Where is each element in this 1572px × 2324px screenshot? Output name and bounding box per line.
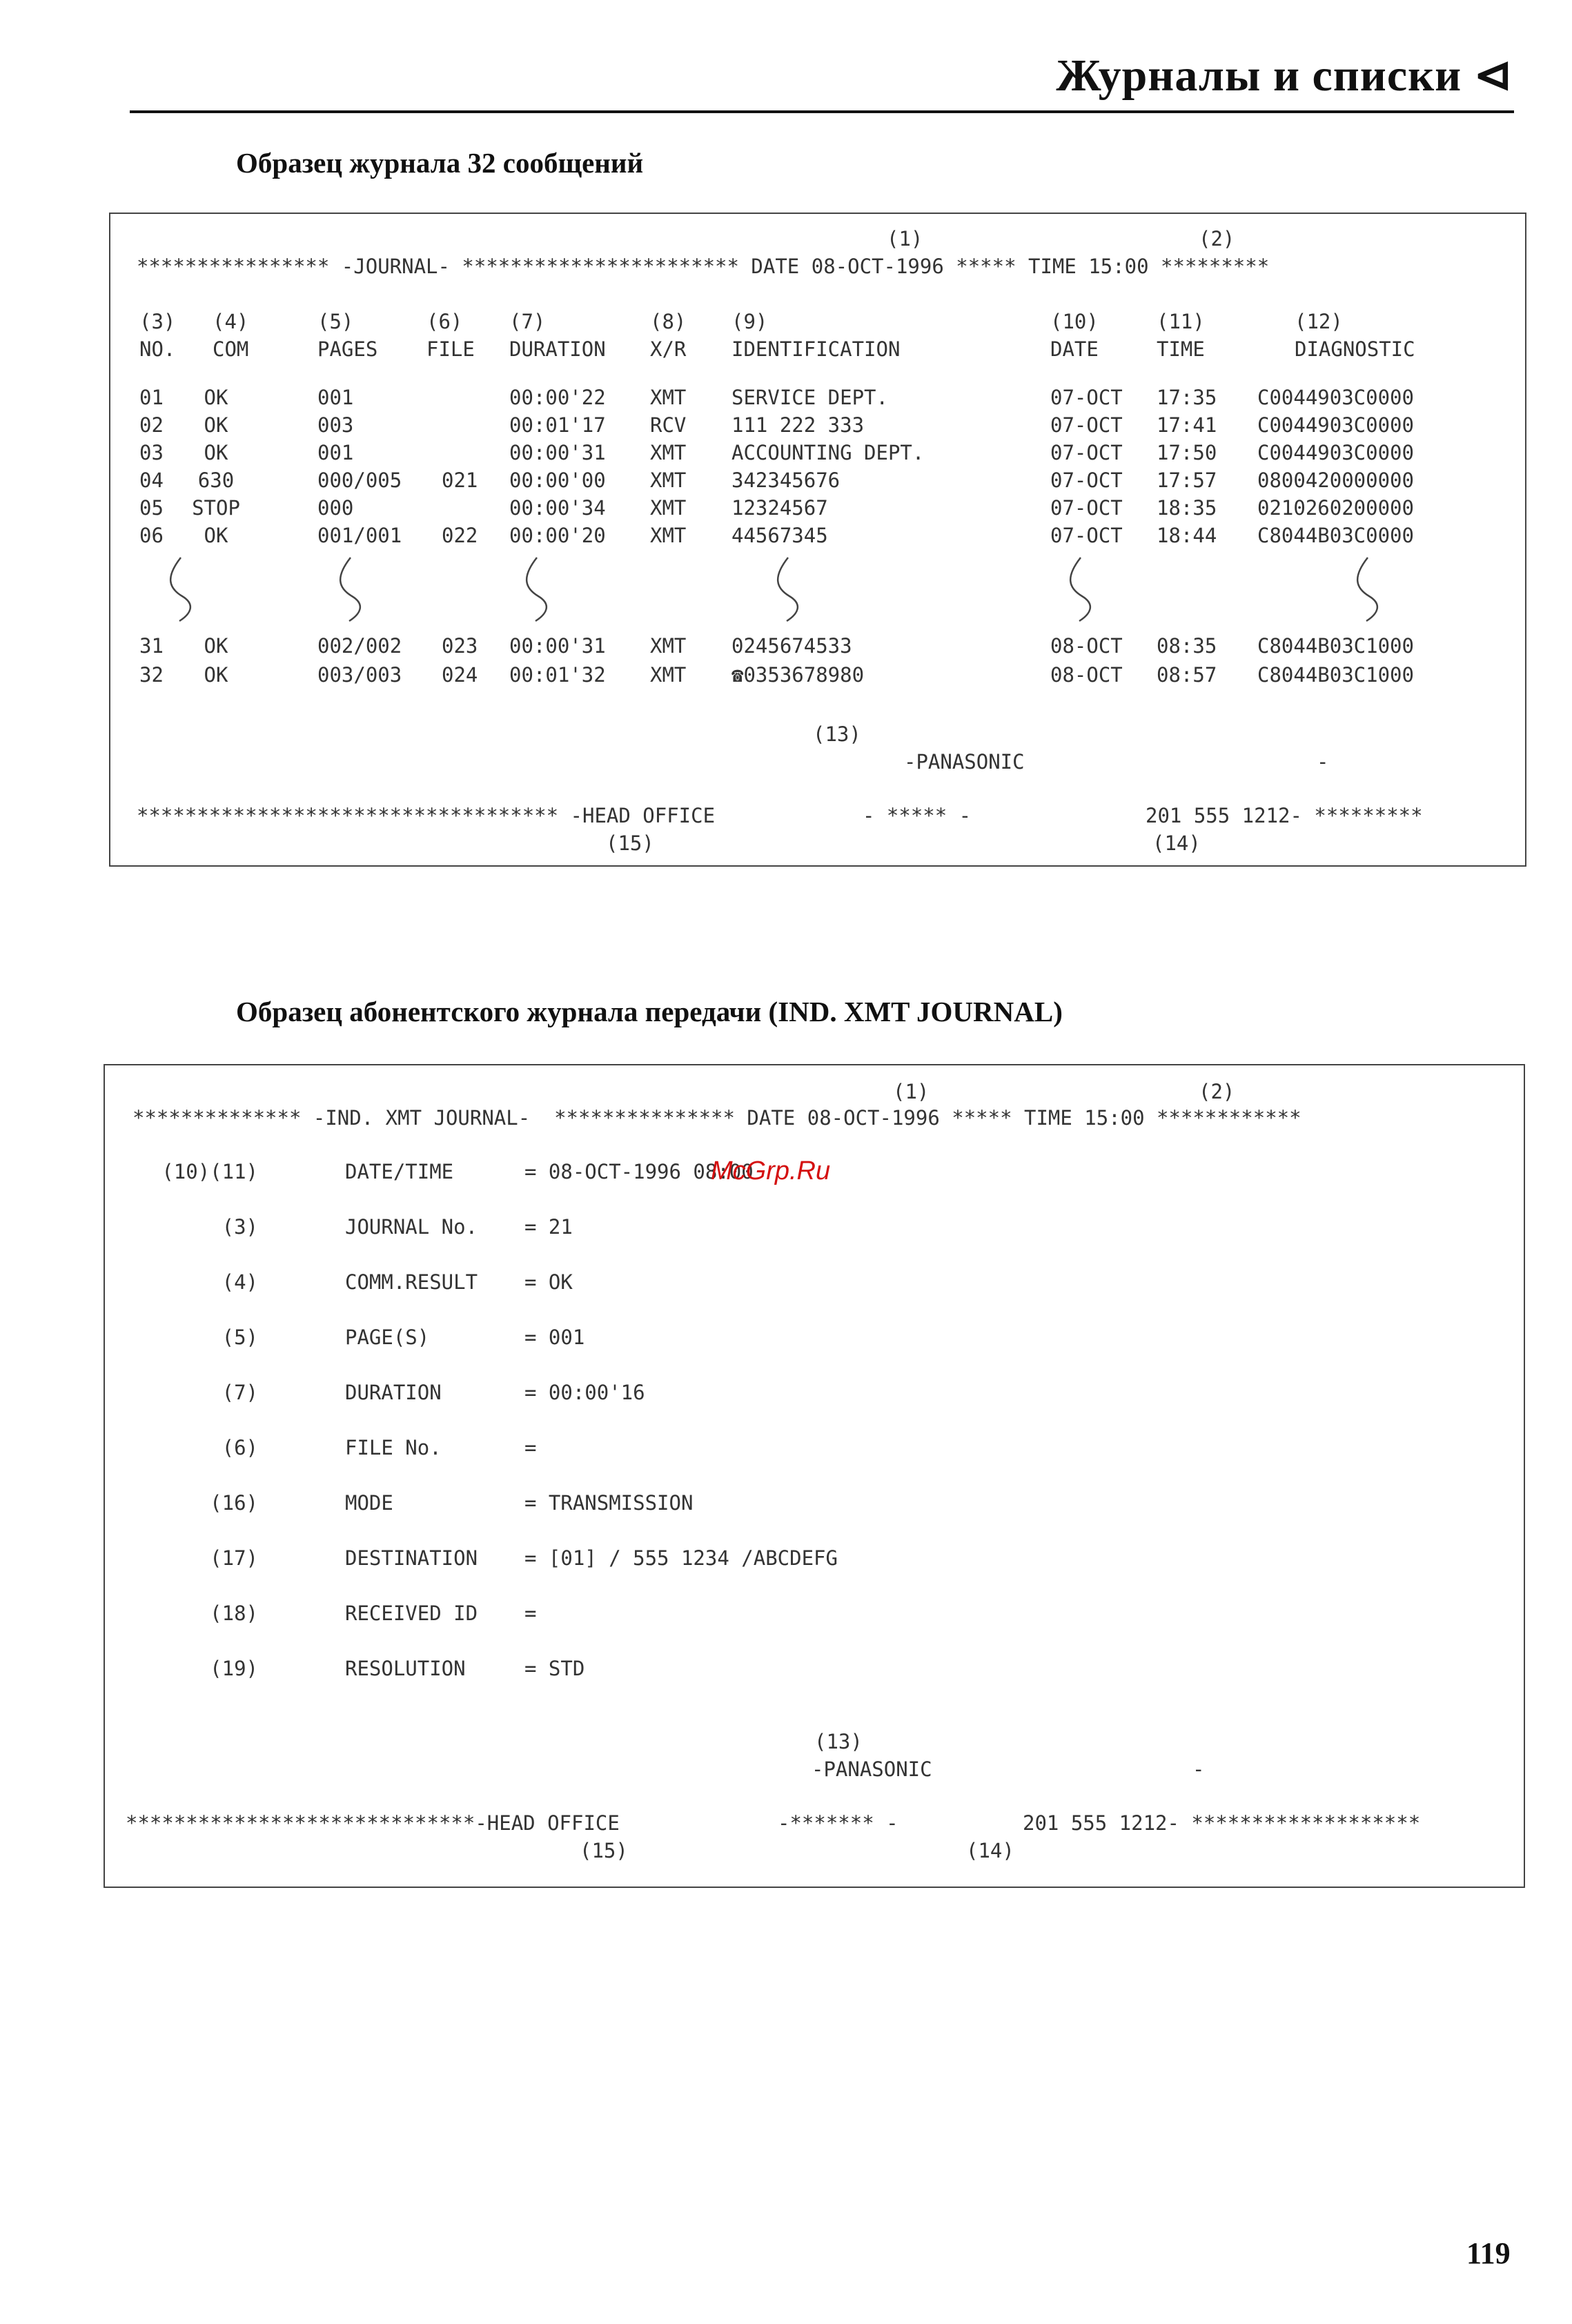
column-header-no: NO. [139, 337, 176, 361]
cell-time: 18:44 [1157, 524, 1217, 547]
cell-com: OK [204, 663, 228, 687]
field-label: MODE [345, 1491, 393, 1515]
cell-duration: 00:00'34 [509, 496, 606, 520]
cell-diagnostic: C0044903C0000 [1257, 413, 1414, 437]
field-value: = [524, 1602, 537, 1625]
cell-date: 08-OCT [1050, 663, 1123, 687]
field-number: (6) [222, 1436, 258, 1459]
continuation-squiggles [110, 214, 1525, 865]
cell-duration: 00:01'32 [509, 663, 606, 687]
cell-no: 32 [139, 663, 164, 687]
continuation-squiggle [1357, 558, 1377, 621]
cell-date: 07-OCT [1050, 386, 1123, 409]
field-label: COMM.RESULT [345, 1270, 478, 1294]
field-label: FILE No. [345, 1436, 442, 1459]
column-header-time: TIME [1157, 337, 1205, 361]
column-number-date: (10) [1050, 310, 1099, 333]
cell-duration: 00:00'20 [509, 524, 606, 547]
cell-date: 07-OCT [1050, 441, 1123, 464]
cell-com: OK [204, 524, 228, 547]
cell-duration: 00:00'22 [509, 386, 606, 409]
cell-no: 03 [139, 441, 164, 464]
cell-diagnostic: C0044903C0000 [1257, 386, 1414, 409]
marker-number: (14) [966, 1839, 1014, 1862]
cell-time: 08:35 [1157, 634, 1217, 658]
cell-diagnostic: C8044B03C0000 [1257, 524, 1414, 547]
column-number-identification: (9) [731, 310, 768, 333]
field-value: = 08-OCT-1996 08:00 [524, 1160, 754, 1183]
field-number: (18) [210, 1602, 258, 1625]
marker-time: (2) [1199, 227, 1235, 250]
page-header-title: Журналы и списки ⊲ [1056, 50, 1513, 101]
cell-duration: 00:00'31 [509, 441, 606, 464]
field-value: = TRANSMISSION [524, 1491, 694, 1515]
station-dash: - [1317, 750, 1329, 774]
column-number-com: (4) [213, 310, 249, 333]
cell-identification: ☎0353678980 [731, 663, 865, 687]
marker-date: (1) [893, 1080, 930, 1103]
cell-no: 06 [139, 524, 164, 547]
journal-banner: ************** -IND. XMT JOURNAL- *************** DATE 08-OCT-1996 ***** TIME 15:00 ************ [132, 1106, 1301, 1130]
cell-com: OK [204, 441, 228, 464]
column-header-pages: PAGES [317, 337, 378, 361]
cell-no: 31 [139, 634, 164, 658]
continuation-squiggle [340, 558, 360, 621]
cell-time: 17:50 [1157, 441, 1217, 464]
field-label: DESTINATION [345, 1546, 478, 1570]
cell-time: 18:35 [1157, 496, 1217, 520]
field-label: JOURNAL No. [345, 1215, 478, 1239]
field-value: = OK [524, 1270, 573, 1294]
footer-head-office: *********************************** -HEAD OFFICE [137, 804, 716, 827]
continuation-squiggle [1070, 558, 1090, 621]
cell-date: 07-OCT [1050, 469, 1123, 492]
column-number-xr: (8) [650, 310, 687, 333]
cell-identification: 111 222 333 [731, 413, 865, 437]
cell-no: 04 [139, 469, 164, 492]
field-number: (3) [222, 1215, 258, 1239]
cell-no: 01 [139, 386, 164, 409]
journal-banner: **************** -JOURNAL- *********************** DATE 08-OCT-1996 ***** TIME 15:00 ********* [137, 255, 1270, 278]
cell-identification: SERVICE DEPT. [731, 386, 888, 409]
column-header-date: DATE [1050, 337, 1099, 361]
column-header-identification: IDENTIFICATION [731, 337, 901, 361]
station-name: -PANASONIC [904, 750, 1025, 774]
column-number-file: (6) [426, 310, 463, 333]
marker-name: (13) [813, 722, 861, 746]
column-header-com: COM [213, 337, 249, 361]
cell-com: OK [204, 413, 228, 437]
cell-identification: 342345676 [731, 469, 841, 492]
cell-duration: 00:01'17 [509, 413, 606, 437]
field-label: RESOLUTION [345, 1657, 466, 1680]
cell-time: 17:35 [1157, 386, 1217, 409]
cell-xr: XMT [650, 469, 687, 492]
field-value: = STD [524, 1657, 585, 1680]
cell-xr: RCV [650, 413, 687, 437]
continuation-squiggle [527, 558, 547, 621]
watermark-logo: McGrp.Ru [711, 1156, 831, 1185]
cell-pages: 003 [317, 413, 354, 437]
cell-com: 630 [197, 469, 235, 492]
cell-com: OK [204, 634, 228, 658]
footer-number: 201 555 1212- ********* [1146, 804, 1423, 827]
ind-xmt-heading: Образец абонентского журнала передачи (IND. XMT JOURNAL) [236, 996, 1063, 1027]
continuation-squiggle [170, 558, 190, 621]
station-dash: - [1192, 1757, 1205, 1781]
cell-xr: XMT [650, 524, 687, 547]
cell-identification: 44567345 [731, 524, 828, 547]
column-number-duration: (7) [509, 310, 546, 333]
cell-diagnostic: 0800420000000 [1257, 469, 1414, 492]
cell-pages: 001 [317, 386, 354, 409]
column-number-no: (3) [139, 310, 176, 333]
field-number: (17) [210, 1546, 258, 1570]
cell-time: 17:57 [1157, 469, 1217, 492]
marker-head-office: (15) [580, 1839, 628, 1862]
column-header-xr: X/R [650, 337, 687, 361]
footer-head-office: *****************************-HEAD OFFICE [126, 1811, 620, 1835]
column-header-duration: DURATION [509, 337, 606, 361]
cell-date: 07-OCT [1050, 524, 1123, 547]
field-value: = [01] / 555 1234 /ABCDEFG [524, 1546, 838, 1570]
cell-diagnostic: C8044B03C1000 [1257, 663, 1414, 687]
cell-no: 02 [139, 413, 164, 437]
field-value: = 21 [524, 1215, 573, 1239]
column-number-pages: (5) [317, 310, 354, 333]
cell-date: 08-OCT [1050, 634, 1123, 658]
header-rule [130, 110, 1514, 113]
cell-pages: 000/005 [317, 469, 402, 492]
cell-file: 022 [442, 524, 478, 547]
field-label: DATE/TIME [345, 1160, 454, 1183]
marker-time: (2) [1199, 1080, 1235, 1103]
cell-time: 08:57 [1157, 663, 1217, 687]
cell-duration: 00:00'31 [509, 634, 606, 658]
field-value: = [524, 1436, 537, 1459]
footer-number: 201 555 1212- ******************* [1023, 1811, 1421, 1835]
cell-file: 024 [442, 663, 478, 687]
cell-identification: 0245674533 [731, 634, 852, 658]
cell-pages: 003/003 [317, 663, 402, 687]
cell-pages: 002/002 [317, 634, 402, 658]
ind-xmt-printout [104, 1064, 1525, 1888]
cell-diagnostic: C0044903C0000 [1257, 441, 1414, 464]
cell-com: OK [204, 386, 228, 409]
cell-time: 17:41 [1157, 413, 1217, 437]
field-number: (7) [222, 1381, 258, 1404]
cell-xr: XMT [650, 663, 687, 687]
station-name: -PANASONIC [812, 1757, 932, 1781]
cell-no: 05 [139, 496, 164, 520]
field-number: (5) [222, 1326, 258, 1349]
cell-date: 07-OCT [1050, 496, 1123, 520]
column-number-diagnostic: (12) [1295, 310, 1343, 333]
field-number: (10)(11) [161, 1160, 258, 1183]
cell-xr: XMT [650, 634, 687, 658]
journal32-heading: Образец журнала 32 сообщений [236, 147, 644, 179]
continuation-squiggle [778, 558, 798, 621]
field-label: DURATION [345, 1381, 442, 1404]
marker-name: (13) [814, 1730, 863, 1753]
cell-com: STOP [192, 496, 240, 520]
cell-xr: XMT [650, 441, 687, 464]
marker-head-office: (15) [606, 831, 654, 855]
cell-identification: ACCOUNTING DEPT. [731, 441, 925, 464]
cell-diagnostic: C8044B03C1000 [1257, 634, 1414, 658]
column-header-diagnostic: DIAGNOSTIC [1295, 337, 1415, 361]
page-number: 119 [1466, 2236, 1511, 2270]
cell-pages: 000 [317, 496, 354, 520]
cell-file: 021 [442, 469, 478, 492]
marker-number: (14) [1152, 831, 1201, 855]
field-number: (16) [210, 1491, 258, 1515]
footer-stars: - ***** - [863, 804, 972, 827]
cell-pages: 001 [317, 441, 354, 464]
cell-identification: 12324567 [731, 496, 828, 520]
field-value: = 00:00'16 [524, 1381, 645, 1404]
footer-stars: -******* - [778, 1811, 898, 1835]
field-label: RECEIVED ID [345, 1602, 478, 1625]
cell-diagnostic: 0210260200000 [1257, 496, 1414, 520]
field-number: (4) [222, 1270, 258, 1294]
field-label: PAGE(S) [345, 1326, 430, 1349]
cell-date: 07-OCT [1050, 413, 1123, 437]
cell-duration: 00:00'00 [509, 469, 606, 492]
cell-xr: XMT [650, 496, 687, 520]
cell-xr: XMT [650, 386, 687, 409]
journal32-printout [109, 213, 1526, 867]
field-value: = 001 [524, 1326, 585, 1349]
field-number: (19) [210, 1657, 258, 1680]
cell-file: 023 [442, 634, 478, 658]
column-number-time: (11) [1157, 310, 1205, 333]
column-header-file: FILE [426, 337, 475, 361]
marker-date: (1) [887, 227, 923, 250]
cell-pages: 001/001 [317, 524, 402, 547]
